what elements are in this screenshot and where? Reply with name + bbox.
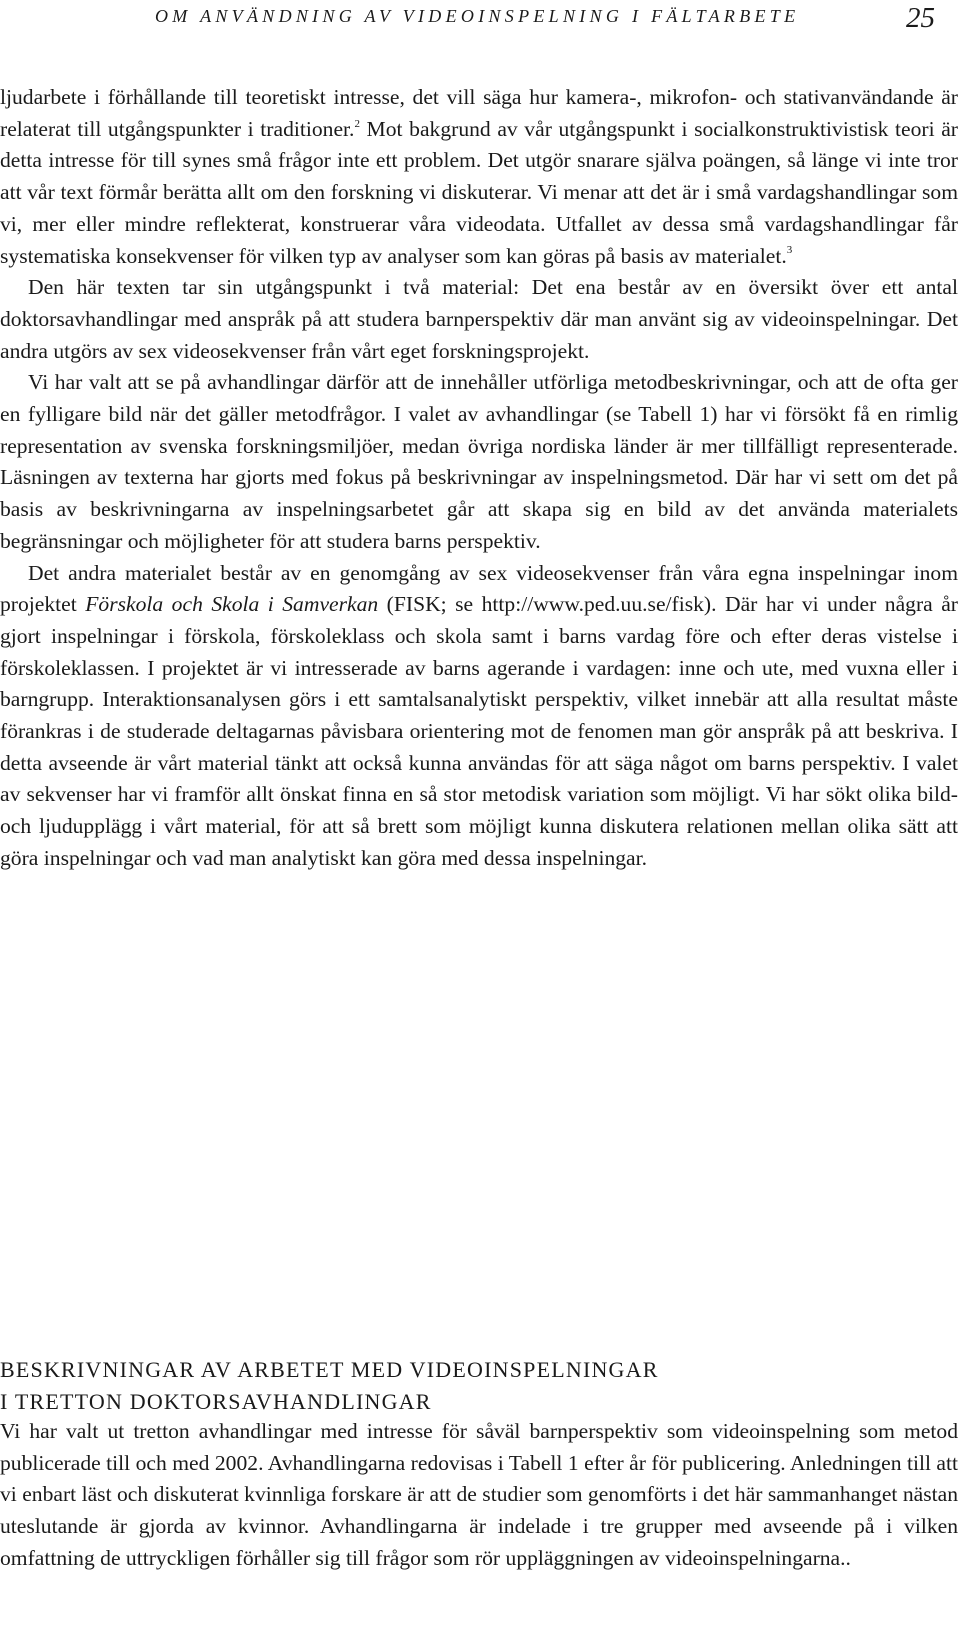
paragraph-4-text-a: Det andra materialet består av en genomgång av sex videosekvenser från våra egna inspelningar inom projektet xyxy=(0,560,958,617)
footnote-marker-3: 3 xyxy=(786,244,793,257)
project-title: Förskola och Skola i Samverkan xyxy=(85,592,379,617)
section-heading-line-1: BESKRIVNINGAR AV ARBETET MED VIDEOINSPELNINGAR xyxy=(0,1357,659,1383)
paragraph-1-text-b: Mot bakgrund av vår utgångspunkt i socialkonstruktivistisk teori är detta intresse för till synes små frågor inte ett problem. Det utgör snarare själva poängen, så länge vi inte tror att vår text förmår berätta allt om den forskning vi diskuterar. Vi menar att det är i små vardagshandlingar som vi, mer eller mindre reflekterat, konstruerar våra videodata. Utfallet av dessa små vardagshandlingar får systematiska konsekvenser för vilken typ av analyser som kan göras på basis av materialet. xyxy=(0,116,958,268)
paragraph-1-text-a: ljudarbete i förhållande till teoretiskt intresse, det vill säga hur kamera-, mikrofon- och stativanvändande är relaterat till utgångspunkter i traditioner. xyxy=(0,85,958,141)
running-title: OM ANVÄNDNING AV VIDEOINSPELNING I FÄLTARBETE xyxy=(155,6,800,26)
section-heading xyxy=(0,1354,958,1417)
running-header xyxy=(155,2,935,36)
body-text xyxy=(0,82,958,875)
paragraph-4-text-b: (FISK; se http://www.ped.uu.se/fisk). Där har vi under några år gjort inspelningar i förskola, förskoleklass och skola samt i barns vardag före och efter deras vistelse i förskoleklassen. I projektet är vi intresserade av barns agerande i vardagen: inne och ute, med vuxna eller i barngrupp. Interaktionsanalysen görs i ett samtalsanalytiskt perspektiv, vilket innebär att alla resultat måste förankras i de studerade deltagarnas påvisbara orientering mot de fenomen man gör anspråk på att beskriva. I detta avseende är vårt material tänkt att också kunna användas för att säga något om barns perspektiv. I valet av sekvenser har vi framför allt önskat finna en så stor metodisk variation som möjligt. Vi har sökt olika bild- och ljudupplägg i vårt material, för att så brett som möjligt kunna diskutera relationen mellan olika sätt att göra inspelningar och vad man analytiskt kan göra med dessa inspelningar. xyxy=(0,592,959,870)
section-heading-line-2: I TRETTON DOKTORSAVHANDLINGAR xyxy=(0,1388,432,1414)
page-number: 25 xyxy=(906,2,935,34)
paragraph-1 xyxy=(0,82,958,272)
paragraph-2: Den här texten tar sin utgångspunkt i två material: Det ena består av en översikt över ett antal doktorsavhandlingar med anspråk på att studera barnperspektiv där man använt sig av videoinspelningar. Det andra utgörs av sex videosekvenser från vårt eget forskningsprojekt. xyxy=(0,275,958,363)
section-body xyxy=(0,1416,958,1575)
footnote-marker-2: 2 xyxy=(354,117,360,130)
paragraph-4 xyxy=(0,558,958,875)
section-paragraph: Vi har valt ut tretton avhandlingar med intresse för såväl barnperspektiv som videoinspelning som metod publicerade till och med 2002. Avhandlingarna redovisas i Tabell 1 efter år för publicering. Anledningen till att vi enbart läst och diskuterat kvinnliga forskare är att de studier som genomförts i det här sammanhanget nästan uteslutande är gjorda av kvinnor. Avhandlingarna är indelade i tre grupper med avseende på i vilken omfattning de uttryckligen förhåller sig till frågor som rör uppläggningen av videoinspelningarna.. xyxy=(0,1419,958,1570)
paragraph-3: Vi har valt att se på avhandlingar därför att de innehåller utförliga metodbeskrivningar, och att de ofta ger en fylligare bild när det gäller metodfrågor. I valet av avhandlingar (se Tabell 1) har vi försökt få en rimlig representation av svenska forskningsmiljöer, medan övriga nordiska länder är mer tillfälligt representerade. Läsningen av texterna har gjorts med fokus på beskrivningar av inspelningsmetod. Där har vi sett om det på basis av beskrivningarna av inspelningsarbetet går att skapa sig en bild av det använda materialets begränsningar och möjligheter för att studera barns perspektiv. xyxy=(0,370,958,553)
